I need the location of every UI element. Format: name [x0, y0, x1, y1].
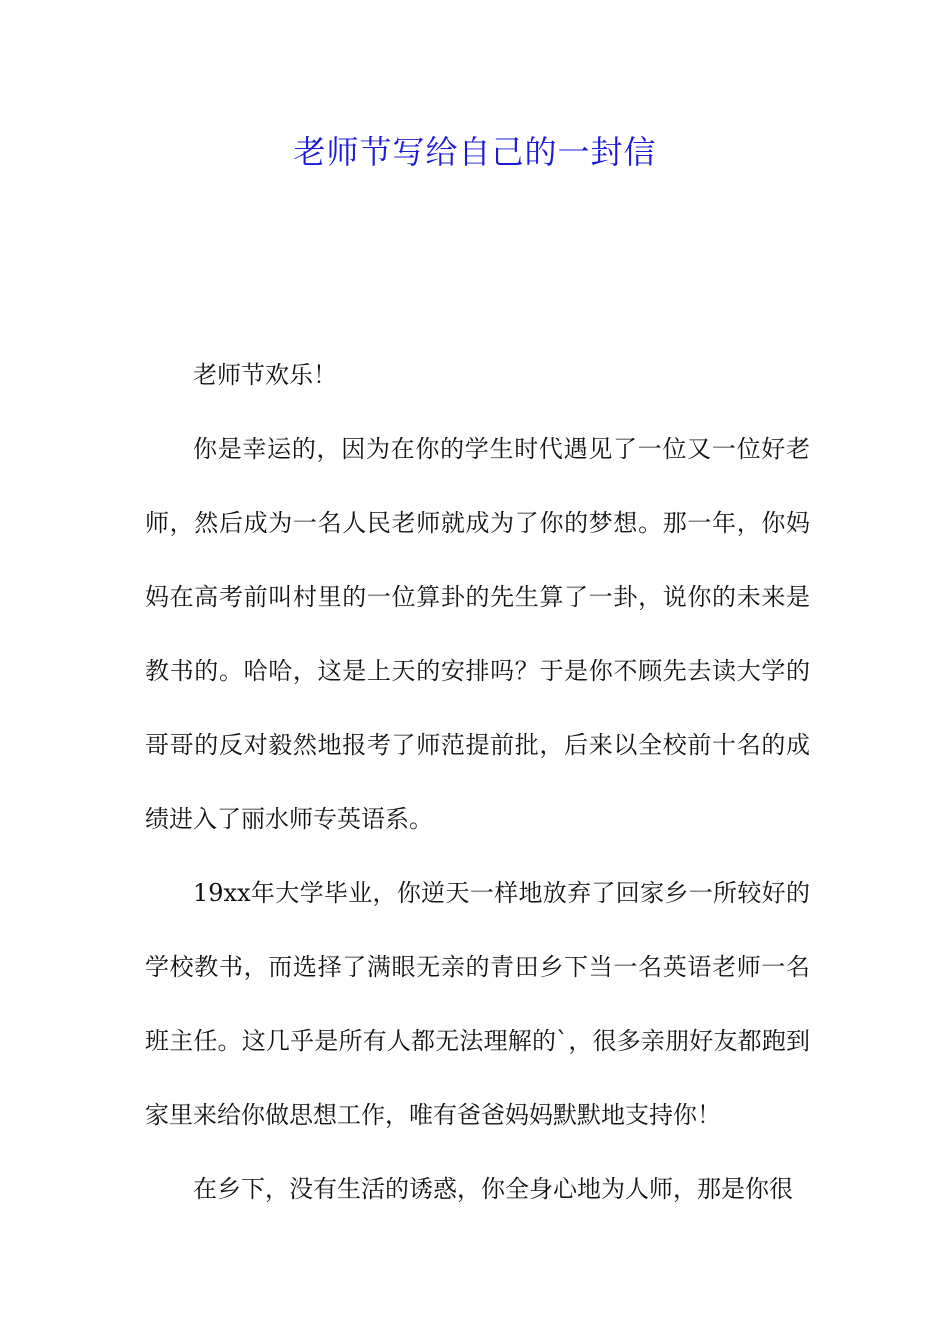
paragraph-2: 19xx年大学毕业，你逆天一样地放弃了回家乡一所较好的学校教书，而选择了满眼无亲的青田乡下当一名英语老师一名班主任。这几乎是所有人都无法理解的`，很多亲朋好友都跑到家里来给你做思想工作，唯有爸爸妈妈默默地支持你！: [145, 879, 810, 1129]
document-body: [145, 338, 810, 1226]
paragraph-greeting: 老师节欢乐！: [193, 361, 337, 389]
paragraph-1: 你是幸运的，因为在你的学生时代遇见了一位又一位好老师，然后成为一名人民老师就成为了你的梦想。那一年，你妈妈在高考前叫村里的一位算卦的先生算了一卦，说你的未来是教书的。哈哈，这是上天的安排吗？于是你不顾先去读大学的哥哥的反对毅然地报考了师范提前批，后来以全校前十名的成绩进入了丽水师专英语系。: [145, 435, 810, 833]
document-title: 老师节写给自己的一封信: [293, 133, 657, 171]
paragraph-3: 在乡下，没有生活的诱惑，你全身心地为人师，那是你很: [193, 1175, 793, 1203]
